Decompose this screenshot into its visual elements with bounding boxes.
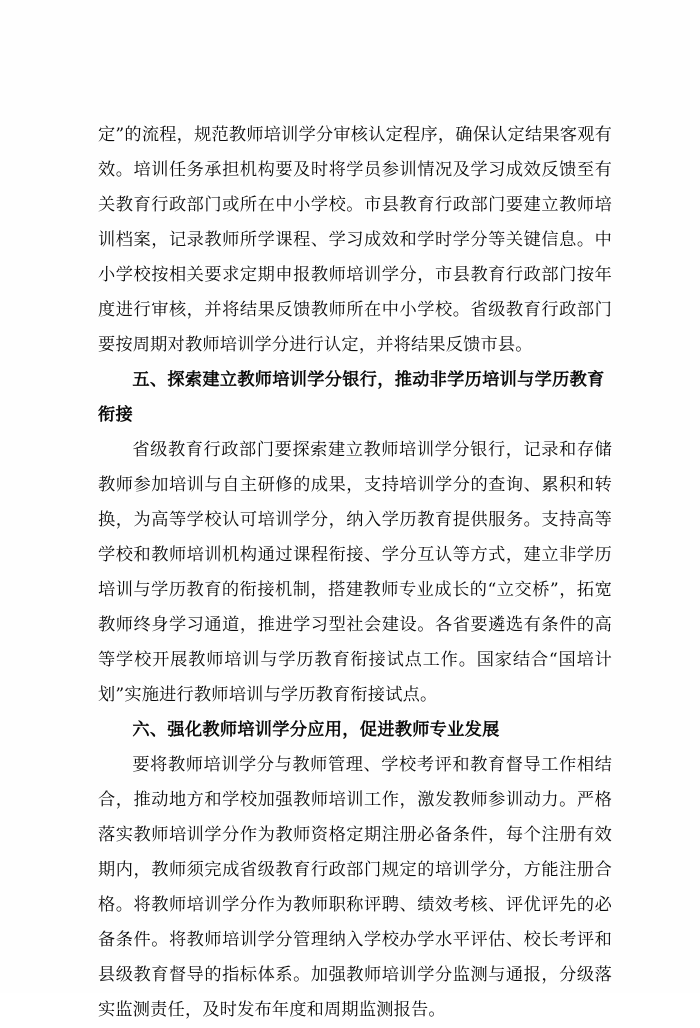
paragraph-section-five: 省级教育行政部门要探索建立教师培训学分银行，记录和存储教师参加培训与自主研修的成果，支持培训学分的查询、累积和转换，为高等学校认可培训学分，纳入学历教育提供服务。支持高等学校和教师培训机构通过课程衔接、学分互认等方式，建立非学历培训与学历教育的衔接机制，搭建教师专业成长的“立交桥”，拓宽教师终身学习通道，推进学习型社会建设。各省要遴选有条件的高等学校开展教师培训与学历教育衔接试点工作。国家结合“国培计划”实施进行教师培训与学历教育衔接试点。 xyxy=(98,440,612,705)
section-heading-six-line1: 六、强化教师培训学分应用，促进教师专业发展 xyxy=(132,720,500,740)
paragraph-section-six: 要将教师培训学分与教师管理、学校考评和教育督导工作相结合，推动地方和学校加强教师培训工作，激发教师参训动力。严格落实教师培训学分作为教师资格定期注册必备条件，每个注册有效期内，教师须完成省级教育行政部门规定的培训学分，方能注册合格。将教师培训学分作为教师职称评聘、绩效考核、评优评先的必备条件。将教师培训学分管理纳入学校办学水平评估、校长考评和县级教育督导的指标体系。加强教师培训学分监测与通报，分级落实监测责任，及时发布年度和周期监测报告。 xyxy=(98,755,612,1020)
paragraph-continued: 定”的流程，规范教师培训学分审核认定程序，确保认定结果客观有效。培训任务承担机构要及时将学员参训情况及学习成效反馈至有关教育行政部门或所在中小学校。市县教育行政部门要建立教师培训档案，记录教师所学课程、学习成效和学时学分等关键信息。中小学校按相关要求定期申报教师培训学分，市县教育行政部门按年度进行审核，并将结果反馈教师所在中小学校。省级教育行政部门要按周期对教师培训学分进行认定，并将结果反馈市县。 xyxy=(98,125,612,355)
section-heading-five-line1: 五、探索建立教师培训学分银行，推动非学历培训与学历教育 xyxy=(132,370,605,390)
document-body xyxy=(98,118,612,1028)
section-heading-five xyxy=(98,363,612,433)
section-heading-five-line2: 衔接 xyxy=(98,405,133,425)
section-heading-six xyxy=(98,713,612,748)
